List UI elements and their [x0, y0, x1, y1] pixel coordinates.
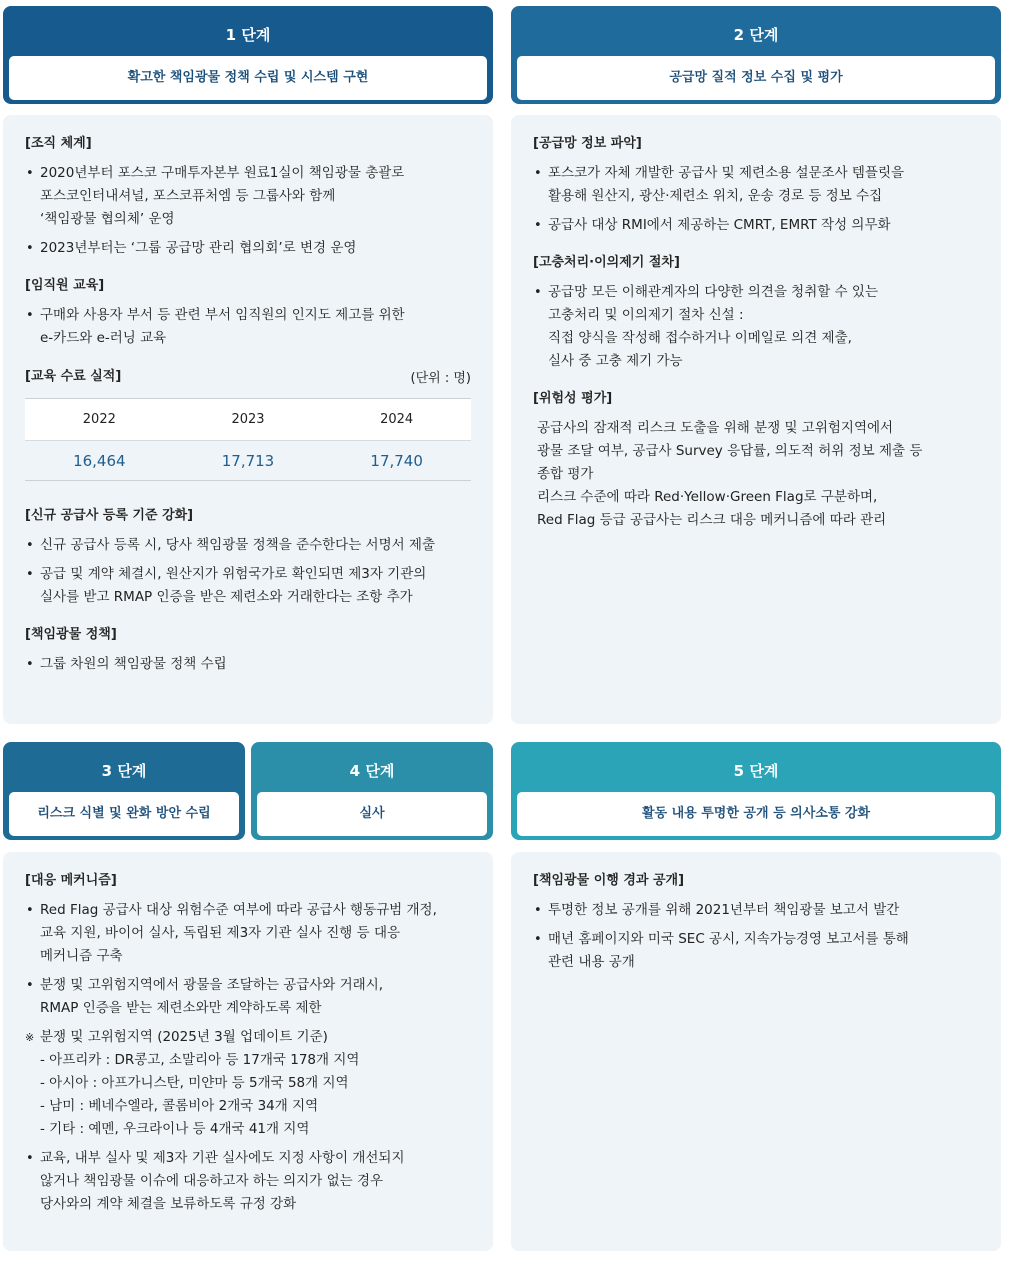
stage-5-subtitle: 활동 내용 투명한 공개 등 의사소통 강화	[517, 792, 995, 836]
section-title: [고충처리·이의제기 절차]	[533, 255, 680, 270]
stage-1-header	[3, 6, 493, 104]
edu-result-table	[25, 398, 471, 481]
stage-5-title: 5 단계	[733, 762, 779, 780]
section-title: [대응 메커니즘]	[25, 873, 117, 888]
stage-1-subtitle: 확고한 책임광물 정책 수립 및 시스템 구현	[9, 56, 487, 100]
risk-section	[533, 390, 979, 532]
section-title: [책임광물 이행 경과 공개]	[533, 873, 685, 888]
section-title: [공급망 정보 파악]	[533, 136, 642, 151]
unit-label: (단위 : 명)	[410, 371, 471, 386]
section-title: [위험성 평가]	[533, 391, 613, 406]
stage-4-subtitle: 실사	[257, 792, 487, 836]
bullet-item: • 공급망 모든 이해관계자의 다양한 의견을 청취할 수 있는 고충처리 및 이의제기 절차 신설 : 직접 양식을 작성해 접수하거나 이메일로 의견 제출, 실사 중 고충 제기 가능	[533, 281, 979, 373]
bullet-item: • 신규 공급사 등록 시, 당사 책임광물 정책을 준수한다는 서명서 제출	[25, 534, 471, 557]
stage-4-title: 4 단계	[349, 762, 395, 780]
policy-section	[25, 626, 471, 676]
stage-2-subtitle: 공급망 질적 정보 수집 및 평가	[517, 56, 995, 100]
bullet-item: • 공급사 대상 RMI에서 제공하는 CMRT, EMRT 작성 의무화	[533, 214, 979, 237]
stage-5-panel	[511, 852, 1001, 1251]
stage-2-title: 2 단계	[733, 26, 779, 44]
org-section	[25, 135, 471, 260]
year-header: 2024	[322, 399, 471, 441]
section-title: [책임광물 정책]	[25, 627, 117, 642]
note-item: ※ 분쟁 및 고위험지역 (2025년 3월 업데이트 기준) - 아프리카 : DR콩고, 소말리아 등 17개국 178개 지역 - 아시아 : 아프가니스탄, 미얀마 등 5개국 58개 지역 - 남미 : 베네수엘라, 콜롬비아 2개국 34개 지역 - 기타 : 예멘, 우크라이나 등 4개국 41개 지역	[25, 1026, 471, 1141]
bullet-item: • 그룹 차원의 책임광물 정책 수립	[25, 653, 471, 676]
stage-3-4-panel	[3, 852, 493, 1251]
table-header-row	[25, 399, 471, 441]
value-cell: 17,713	[174, 441, 323, 481]
stage-4-header	[251, 742, 493, 840]
section-title: [조직 체계]	[25, 136, 92, 151]
section-title: [임직원 교육]	[25, 278, 105, 293]
year-header: 2023	[174, 399, 323, 441]
bullet-item: • 구매와 사용자 부서 등 관련 부서 임직원의 인지도 제고를 위한 e-카드와 e-러닝 교육	[25, 304, 471, 350]
stage-1-panel	[3, 115, 493, 724]
stage-5-header	[511, 742, 1001, 840]
risk-text: 공급사의 잠재적 리스크 도출을 위해 분쟁 및 고위험지역에서 광물 조달 여부, 공급사 Survey 응답률, 의도적 허위 정보 제출 등 종합 평가 리스크 수준에 따라 Red·Yellow·Green Flag로 구분하며, Red Flag 등급 공급사는 리스크 대응 메커니즘에 따라 관리	[537, 420, 923, 528]
table-row	[25, 441, 471, 481]
stage-3-header	[3, 742, 245, 840]
stage-3-title: 3 단계	[101, 762, 147, 780]
grievance-section	[533, 254, 979, 373]
bullet-item: • 분쟁 및 고위험지역에서 광물을 조달하는 공급사와 거래시, RMAP 인증을 받는 제련소와만 계약하도록 제한	[25, 974, 471, 1020]
supplier-section	[25, 507, 471, 609]
value-cell: 17,740	[322, 441, 471, 481]
stage-1-title: 1 단계	[225, 26, 271, 44]
stage-2-header	[511, 6, 1001, 104]
stage-2-panel	[511, 115, 1001, 724]
bullet-item: • 포스코가 자체 개발한 공급사 및 제련소용 설문조사 템플릿을 활용해 원산지, 광산·제련소 위치, 운송 경로 등 정보 수집	[533, 162, 979, 208]
bullet-item: • 2023년부터는 ‘그룹 공급망 관리 협의회’로 변경 운영	[25, 237, 471, 260]
edu-result-header	[25, 367, 471, 386]
value-cell: 16,464	[25, 441, 174, 481]
bullet-item: • 공급 및 계약 체결시, 원산지가 위험국가로 확인되면 제3자 기관의 실사를 받고 RMAP 인증을 받은 제련소와 거래한다는 조항 추가	[25, 563, 471, 609]
edu-section	[25, 277, 471, 350]
bullet-item: • Red Flag 공급사 대상 위험수준 여부에 따라 공급사 행동규범 개정, 교육 지원, 바이어 실사, 독립된 제3자 기관 실사 진행 등 대응 메커니즘 구축	[25, 899, 471, 968]
info-section	[533, 135, 979, 237]
bullet-item: • 2020년부터 포스코 구매투자본부 원료1실이 책임광물 총괄로 포스코인터내셔널, 포스코퓨처엠 등 그룹사와 함께 ‘책임광물 협의체’ 운영	[25, 162, 471, 231]
section-title: [교육 수료 실적]	[25, 368, 122, 384]
stage-3-subtitle: 리스크 식별 및 완화 방안 수립	[9, 792, 239, 836]
bullet-item: • 투명한 정보 공개를 위해 2021년부터 책임광물 보고서 발간	[533, 899, 979, 922]
year-header: 2022	[25, 399, 174, 441]
section-title: [신규 공급사 등록 기준 강화]	[25, 508, 194, 523]
bullet-item: • 매년 홈페이지와 미국 SEC 공시, 지속가능경영 보고서를 통해 관련 내용 공개	[533, 928, 979, 974]
bullet-item: • 교육, 내부 실사 및 제3자 기관 실사에도 지정 사항이 개선되지 않거나 책임광물 이슈에 대응하고자 하는 의지가 없는 경우 당사와의 계약 체결을 보류하도록 규정 강화	[25, 1147, 471, 1216]
